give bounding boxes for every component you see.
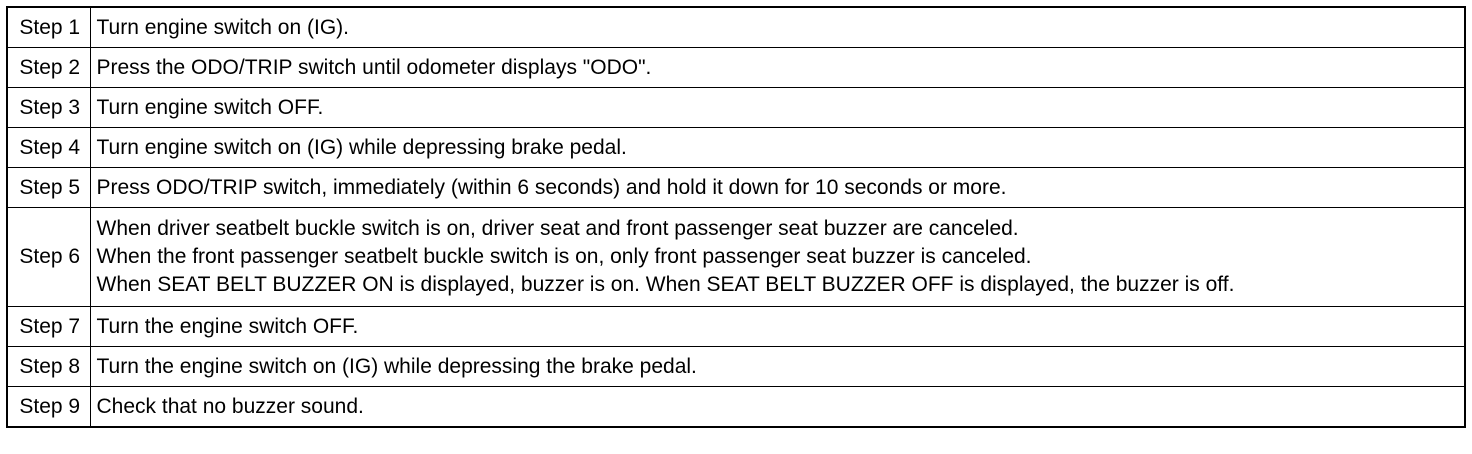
step-description-line: When the front passenger seatbelt buckle switch is on, only front passenger seat buzzer is canceled. (96, 245, 1032, 268)
step-description (90, 347, 1465, 387)
procedure-steps-table (6, 6, 1466, 428)
step-row (7, 208, 1465, 307)
step-row (7, 307, 1465, 347)
step-description (90, 7, 1465, 48)
step-description-line: Turn the engine switch on (IG) while depressing the brake pedal. (96, 354, 697, 378)
step-description-line: Press the ODO/TRIP switch until odometer displays "ODO". (96, 55, 652, 79)
step-description-line: Check that no buzzer sound. (96, 394, 364, 418)
step-label: Step 4 (7, 128, 90, 168)
step-description (90, 48, 1465, 88)
step-row (7, 387, 1465, 428)
step-row (7, 88, 1465, 128)
step-description-line: Turn engine switch OFF. (96, 95, 324, 119)
step-row (7, 168, 1465, 208)
step-row (7, 347, 1465, 387)
step-description (90, 387, 1465, 428)
step-description-line: When SEAT BELT BUZZER ON is displayed, buzzer is on. When SEAT BELT BUZZER OFF is displayed, the buzzer is off. (96, 273, 1235, 296)
step-label: Step 3 (7, 88, 90, 128)
step-label: Step 9 (7, 387, 90, 428)
step-label: Step 8 (7, 347, 90, 387)
step-row (7, 48, 1465, 88)
step-label: Step 6 (7, 208, 90, 307)
step-row (7, 128, 1465, 168)
step-description (90, 307, 1465, 347)
step-description (90, 168, 1465, 208)
step-label: Step 1 (7, 7, 90, 48)
step-description-line: Turn the engine switch OFF. (96, 314, 359, 338)
step-description (90, 208, 1465, 307)
step-label: Step 5 (7, 168, 90, 208)
step-row (7, 7, 1465, 48)
step-description-line: Press ODO/TRIP switch, immediately (within 6 seconds) and hold it down for 10 seconds or more. (96, 175, 1007, 199)
step-description (90, 128, 1465, 168)
step-description-line: Turn engine switch on (IG) while depressing brake pedal. (96, 135, 627, 159)
step-description (90, 88, 1465, 128)
step-label: Step 2 (7, 48, 90, 88)
step-description-line: Turn engine switch on (IG). (96, 15, 349, 39)
step-description-line: When driver seatbelt buckle switch is on, driver seat and front passenger seat buzzer are canceled. (96, 217, 1019, 240)
step-label: Step 7 (7, 307, 90, 347)
